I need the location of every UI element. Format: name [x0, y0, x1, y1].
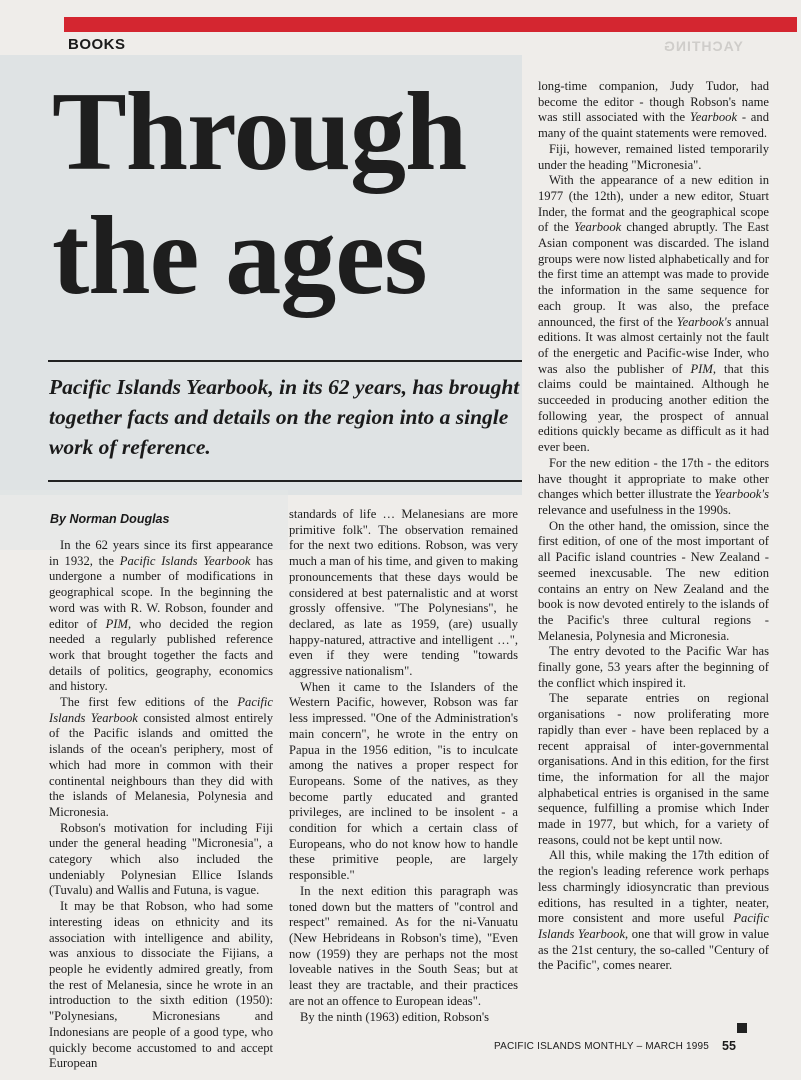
- rule-top: [48, 360, 522, 362]
- article-column-1: In the 62 years since its first appearance in 1932, the Pacific Islands Yearbook has undergone a number of modifications in geographical scope. In the beginning the word was with R. W. Robson, founder and editor of PIM, who decided the region needed a regularly published reference work that brought together the facts and details of politics, geography, economics and history. The first few editions of the Pacific Islands Yearbook consisted almost entirely of the Pacific islands and omitted the islands of the ocean's periphery, most of which had more in common with their continental neighbours than they did with the islands of Melanesia, Polynesia and Micronesia. Robson's motivation for including Fiji under the general heading "Micronesia", a category which also included the undeniably Polynesian Ellice Islands (Tuvalu) and Wallis and Futuna, is vague. It may be that Robson, who had some interesting ideas on ethnicity and its association with intelligence and ability, was anxious to dissociate the Fijians, a people he evidently admired greatly, from the rest of Melanesia, since he wrote in an introduction to the sixth edition (1950): "Polynesians, Micronesians and Indonesians are people of a good type, who quickly become accustomed to and accept European: [49, 538, 273, 1071]
- header-bar: [64, 17, 797, 32]
- article-column-2: standards of life … Melanesians are more primitive folk". The observation remained for the next two editions. Robson, was very much a man of his time, and given to making pronouncements that these days would be considered at best paternalistic and at worst grossly offensive. "The Polynesians", he declared, as late as 1959, (are) usually happy-natured, attractive and intelligent …", even if they were tending "towards aggressive nationalism". When it came to the Islanders of the Western Pacific, however, Robson was far less impressed. "One of the Administration's main concern", he wrote in the entry on Papua in the 1956 edition, "is to inculcate among the natives a proper respect for Europeans. Some of the natives, as they become partly educated and granted privileges, are inclined to be insolent - a condition for which a certain class of Europeans, who do not know how to handle these primitive people, are largely responsible." In the next edition this paragraph was toned down but the matters of "control and respect" remained. As for the ni-Vanuatu (New Hebrideans in Robson's time), "Even now (1959) they are perhaps not the most loveable natives in the South Seas; but at least they are tractable, and their practices are not an offence to European ideas". By the ninth (1963) edition, Robson's: [289, 507, 518, 1024]
- headline-line: the ages: [52, 194, 427, 318]
- page-number: 55: [722, 1039, 736, 1053]
- headline: [52, 70, 522, 318]
- show-through-text: YACHTING: [663, 38, 743, 54]
- headline-line: Through: [52, 70, 467, 194]
- running-footer: PACIFIC ISLANDS MONTHLY – MARCH 1995: [494, 1041, 710, 1052]
- byline: By Norman Douglas: [50, 512, 170, 526]
- rule-bottom: [48, 480, 522, 482]
- section-label: BOOKS: [68, 36, 126, 53]
- end-of-article-mark: [737, 1023, 747, 1033]
- article-column-3: long-time companion, Judy Tudor, had become the editor - though Robson's name was still associated with the Yearbook - and many of the quaint statements were removed. Fiji, however, remained listed temporarily under the heading "Micronesia". With the appearance of a new edition in 1977 (the 12th), under a new editor, Stuart Inder, the format and the geographical scope of the Yearbook changed abruptly. The East Asian component was discarded. The island groups were now listed alphabetically and for the first time an attempt was made to provide the information in the same sequence for each group. It was also, the preface announced, the first of the Yearbook's annual editions. It was almost certainly not the fault of the energetic and Pacific-wise Inder, who was also the publisher of PIM, that this claims could be maintained. Although he succeeded in producing another edition the following year, the prospect of annual editions quickly became as difficult as it had ever been. For the new edition - the 17th - the editors have thought it appropriate to make other changes which better illustrate the Yearbook's relevance and usefulness in the 1990s. On the other hand, the omission, since the first edition, of one of the most important of all Pacific island countries - New Zealand - seemed inexcusable. The new edition contains an entry on New Zealand and the book is now devoted entirely to the islands of the Pacific's three cultural regions - Melanesia, Polynesia and Micronesia. The entry devoted to the Pacific War has finally gone, 53 years after the beginning of the conflict which inspired it. The separate entries on regional organisations - now proliferating more rapidly than ever - have been replaced by a recent appraisal of inter-governmental organisations. And in this edition, for the first time, the information for all the major alphabetical entries is organised in the same sequence, fulfilling a promise which Inder made in 1977, but which, for a variety of reasons, could not be kept until now. All this, while making the 17th edition of the region's leading reference work perhaps less charmingly idiosyncratic than previous editions, has resulted in a tighter, neater, more consistent and more useful Pacific Islands Yearbook, one that will grow in value as the 21st century, the so-called "Century of the Pacific", comes nearer.: [538, 79, 769, 973]
- standfirst: Pacific Islands Yearbook, in its 62 years, has brought together facts and details on the region into a single work of reference.: [49, 375, 520, 459]
